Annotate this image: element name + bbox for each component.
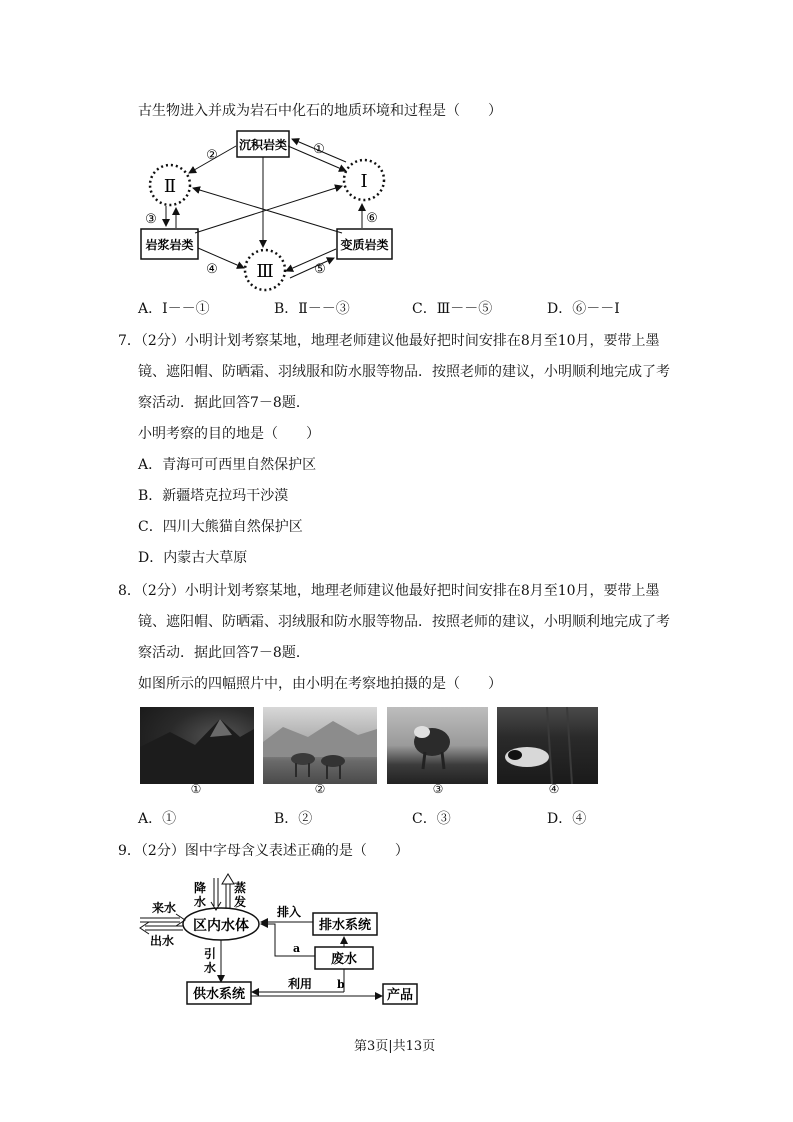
q6-stem: 古生物进入并成为岩石中化石的地质环境和过程是（ ） — [138, 103, 502, 119]
q7-option-d[interactable]: D．内蒙古大草原 — [138, 550, 248, 566]
water-cycle-diagram — [0, 860, 793, 1010]
q7-option-a[interactable]: A．青海可可西里自然保护区 — [138, 457, 317, 473]
q6-option-d[interactable]: D．⑥－－Ⅰ — [547, 301, 620, 317]
precip-char-1: 降 — [194, 881, 207, 895]
inflow-label: 来水 — [152, 901, 177, 915]
page-footer: 第3页|共13页 — [354, 1039, 436, 1054]
wastewater-label: 废水 — [330, 952, 358, 967]
rock-cycle-diagram — [0, 0, 793, 300]
q8-line1: 8．（2分）小明计划考察某地，地理老师建议他最好把时间安排在8月至10月，要带上墨 — [118, 583, 660, 599]
q7-line3: 察活动．据此回答7－8题． — [138, 395, 310, 411]
q8-option-a[interactable]: A．① — [138, 811, 177, 827]
magmatic-label: 岩浆岩类 — [145, 238, 194, 252]
supply-label: 供水系统 — [192, 987, 246, 1002]
outflow-label: 出水 — [150, 934, 175, 948]
photo-1-image — [140, 707, 254, 784]
num-3: ③ — [145, 212, 157, 227]
photo-4-panda — [497, 707, 598, 784]
evap-char-1: 蒸 — [234, 881, 247, 895]
drainage-label: 排水系统 — [318, 918, 372, 933]
q8-option-d[interactable]: D．④ — [547, 811, 587, 827]
q6-option-b[interactable]: B．Ⅱ－－③ — [274, 301, 350, 317]
q9-stem: 9．（2分）图中字母含义表述正确的是（ ） — [118, 843, 409, 859]
num-6: ⑥ — [366, 211, 378, 226]
num-4: ④ — [206, 262, 218, 277]
circle-II-label: Ⅱ — [163, 176, 177, 197]
q7-line1: 7．（2分）小明计划考察某地，地理老师建议他最好把时间安排在8月至10月，要带上墨 — [118, 333, 660, 349]
num-2: ② — [206, 148, 218, 163]
q8-option-c[interactable]: C．③ — [412, 811, 451, 827]
photo-1-mountain-night — [140, 707, 254, 784]
utilize-label: 利用 — [288, 977, 313, 991]
q7-option-c[interactable]: C．四川大熊猫自然保护区 — [138, 519, 303, 535]
num-1: ① — [313, 142, 325, 157]
q7-line2: 镜、遮阳帽、防晒霜、羽绒服和防水服等物品．按照老师的建议，小明顺利地完成了考 — [138, 364, 670, 380]
arrow-5-right — [290, 258, 334, 278]
intake-char-2: 水 — [204, 961, 217, 975]
photo-3-label: ③ — [432, 782, 444, 796]
q6-option-c[interactable]: C．Ⅲ－－⑤ — [412, 301, 493, 317]
intake-char-1: 引 — [204, 947, 217, 961]
photo-3-image — [387, 707, 488, 784]
sedimentary-label: 沉积岩类 — [238, 138, 288, 152]
q6-option-a[interactable]: A．Ⅰ－－① — [138, 301, 210, 317]
photo-4-image — [497, 707, 598, 784]
precip-char-2: 水 — [194, 895, 207, 909]
label-a: a — [293, 942, 301, 955]
label-b: b — [337, 978, 345, 991]
num-5: ⑤ — [314, 262, 326, 277]
q7-option-b[interactable]: B．新疆塔克拉玛干沙漠 — [138, 488, 289, 504]
photo-3-animal — [387, 707, 488, 784]
q8-line3: 察活动．据此回答7－8题． — [138, 645, 310, 661]
evap-char-2: 发 — [234, 895, 247, 909]
circle-III-label: Ⅲ — [256, 261, 274, 282]
photo-2-image — [263, 707, 377, 784]
product-label: 产品 — [386, 988, 414, 1003]
water-body-label: 区内水体 — [193, 918, 249, 934]
metamorphic-label: 变质岩类 — [340, 238, 389, 252]
photo-2-label: ② — [314, 782, 326, 796]
q8-line2: 镜、遮阳帽、防晒霜、羽绒服和防水服等物品．按照老师的建议，小明顺利地完成了考 — [138, 614, 670, 630]
photo-1-label: ① — [190, 782, 202, 796]
photo-2-antelopes — [263, 707, 377, 784]
photo-4-label: ④ — [548, 782, 560, 796]
discharge-label: 排入 — [277, 905, 302, 919]
q8-question: 如图所示的四幅照片中，由小明在考察地拍摄的是（ ） — [138, 676, 502, 692]
q7-question: 小明考察的目的地是（ ） — [138, 426, 320, 442]
arrow-4 — [198, 248, 244, 268]
q8-option-b[interactable]: B．② — [274, 811, 313, 827]
circle-I-label: Ⅰ — [360, 171, 368, 192]
